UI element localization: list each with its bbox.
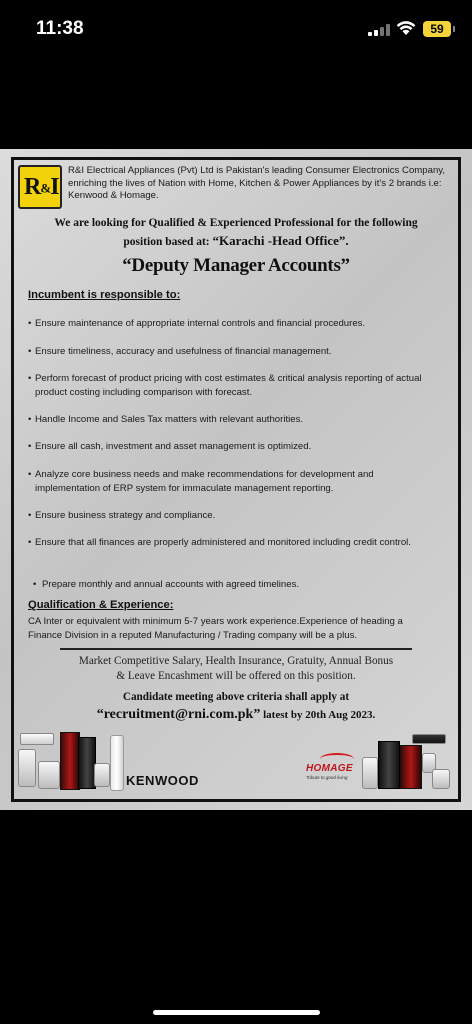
responsibility-item: • Analyze core business needs and make recommendations for development and implementation of ERP system for immaculate management reporting.	[28, 469, 374, 494]
company-logo	[18, 165, 62, 209]
benefits-line-1: Market Competitive Salary, Health Insurance, Gratuity, Annual Bonus	[78, 655, 394, 667]
homage-wordmark: HOMAGE	[306, 763, 353, 774]
responsibility-item: • Prepare monthly and annual accounts with agreed timelines.	[33, 579, 300, 590]
position-heading	[24, 215, 448, 251]
apply-contact	[24, 706, 448, 724]
benefits	[24, 654, 448, 684]
job-location: “Karachi -Head Office”.	[212, 233, 349, 248]
washing-machine-image	[18, 749, 36, 787]
bullet-icon: •	[28, 537, 32, 548]
heading-line-2	[24, 232, 448, 251]
kenwood-logo: KENWOOD	[126, 773, 199, 788]
qualification-text: CA Inter or equivalent with minimum 5-7 years work experience.Experience of heading a Finance Division in a reputed Manufacturing / Trading company will be a plus.	[28, 616, 403, 641]
bullet-icon: •	[33, 579, 37, 590]
washing-machine-image	[432, 769, 450, 789]
refrigerator-image	[60, 732, 80, 790]
homage-swoosh-icon	[320, 753, 354, 765]
responsibility-item: • Ensure maintenance of appropriate internal controls and financial procedures.	[28, 318, 366, 329]
heading-prefix: position based at:	[123, 236, 210, 248]
status-bar	[0, 0, 472, 60]
qualification-heading: Qualification & Experience:	[28, 599, 174, 611]
washing-machine-image	[362, 757, 378, 789]
homage-tagline: Tribute to good living	[306, 775, 348, 780]
apply-line: Candidate meeting above criteria shall apply at	[122, 691, 350, 703]
refrigerator-image	[378, 741, 400, 789]
tower-ac-image	[110, 735, 124, 791]
wifi-icon	[396, 20, 416, 36]
cellular-signal-icon	[368, 24, 390, 36]
bullet-icon: •	[28, 346, 32, 357]
bullet-icon: •	[28, 441, 32, 452]
battery-icon: 59	[423, 21, 451, 37]
bullet-icon: •	[28, 469, 32, 480]
company-intro: R&I Electrical Appliances (Pvt) Ltd is Pakistan's leading Consumer Electronics Company, enriching the lives of Nation with Home, Kitchen & Power Appliances by it's 2 brands i.e: Kenwood & Homage.	[68, 165, 446, 201]
responsibility-item: • Handle Income and Sales Tax matters with relevant authorities.	[28, 414, 304, 425]
job-advertisement[interactable]	[0, 149, 472, 810]
responsibility-item: • Ensure timeliness, accuracy and usefulness of financial management.	[28, 346, 332, 357]
section-divider	[60, 648, 412, 650]
apply-instructions	[24, 689, 448, 724]
bullet-icon: •	[28, 373, 32, 384]
bullet-icon: •	[28, 414, 32, 425]
responsibility-item: • Perform forecast of product pricing with cost estimates & critical analysis reporting of actual product costing including comparison with forecast.	[28, 373, 422, 398]
water-dispenser-image	[38, 761, 60, 789]
apply-deadline: latest by 20th Aug 2023.	[263, 709, 376, 721]
appliance-image	[94, 763, 110, 787]
logo-lettering: R&I	[24, 174, 59, 200]
homage-logo	[306, 763, 353, 780]
responsibility-item: • Ensure all cash, investment and asset management is optimized.	[28, 441, 312, 452]
job-title: “Deputy Manager Accounts”	[122, 255, 350, 276]
bullet-icon: •	[28, 318, 32, 329]
responsibility-item: • Ensure business strategy and compliance.	[28, 510, 216, 521]
status-time: 11:38	[36, 18, 84, 39]
home-indicator[interactable]	[153, 1010, 320, 1015]
air-conditioner-image	[412, 734, 446, 744]
benefits-line-2: & Leave Encashment will be offered on this position.	[116, 670, 356, 682]
bullet-icon: •	[28, 510, 32, 521]
heading-line-1: We are looking for Qualified & Experienced Professional for the following	[54, 217, 418, 229]
responsibility-item: • Ensure that all finances are properly administered and monitored including credit control.	[28, 537, 411, 548]
recruitment-email: “recruitment@rni.com.pk”	[96, 707, 261, 722]
responsibilities-heading: Incumbent is responsible to:	[28, 289, 181, 301]
air-conditioner-image	[20, 733, 54, 745]
refrigerator-image	[400, 745, 422, 789]
